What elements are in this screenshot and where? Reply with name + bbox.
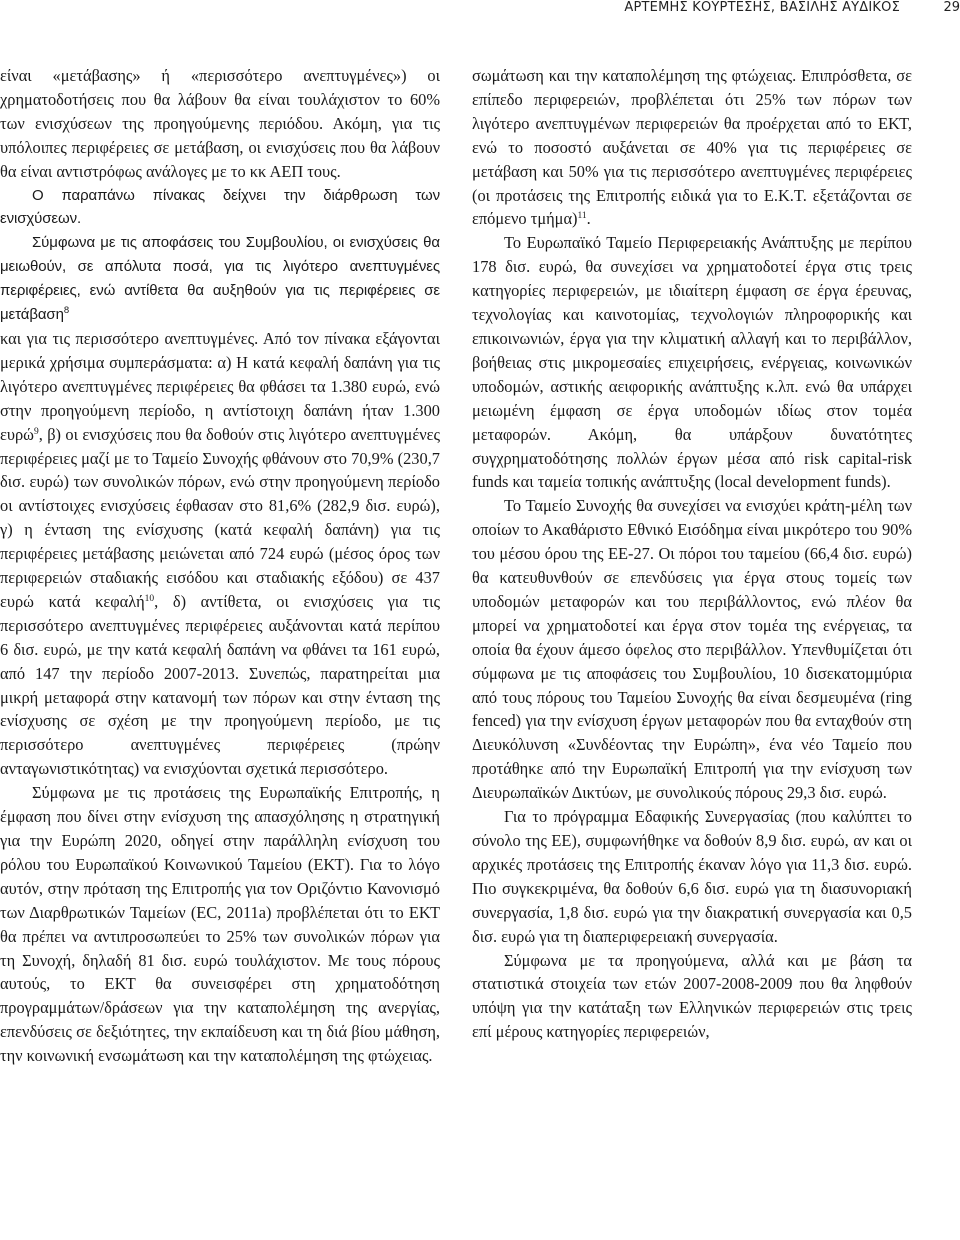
page-number: 29 — [943, 0, 960, 15]
paragraph-cohesion-fund: Το Ταμείο Συνοχής θα συνεχίσει να ενισχύει κράτη-μέλη των οποίων το Ακαθάριστο Εθνικό Εισόδημα είναι μικρότερο του 90% του μέσου όρου της ΕΕ-27. Οι πόροι του ταμείου (66,4 δισ. ευρώ) θα κατευθυνθούν σε επενδύσεις για έργα στους τομείς των υποδομών μεταφορών και του περιβάλλοντος, ενώ πλέον θα μπορεί να χρηματοδοτεί και έργα στον τομέα της ενέργειας, τα οποία θα έχουν άμεσο όφελος στο περιβάλλον. Υπενθυμίζεται ότι σύμφωνα με τις αποφάσεις του Συμβουλίου, 10 δισεκατομμύρια από τους πόρους του Ταμείου Συνοχής θα είναι δεσμευμένα (ring fenced) για την ενίσχυση έργων μεταφορών που θα ενταχθούν στη Διευκόλυνση «Συνδέοντας την Ευρώπη», ένα νέο Ταμείο που προτάθηκε από την Ευρωπαϊκή Επιτροπή για την ενίσχυση των Διευρωπαϊκών Δικτύων, με συνολικούς πόρους 29,3 δισ. ευρώ. — [472, 496, 912, 803]
paragraph-table-reference: Ο παραπάνω πίνακας δείχνει την διάρθρωση των ενισχύσεων. — [0, 186, 440, 228]
running-header-authors: ΑΡΤΕΜΗΣ ΚΟΥΡΤΕΣΗΣ, ΒΑΣΙΛΗΣ ΑΥΔΙΚΟΣ — [624, 0, 900, 15]
paragraph-erdf: Το Ευρωπαϊκό Ταμείο Περιφερειακής Ανάπτυξης με περίπου 178 δισ. ευρώ, θα συνεχίσει να χρηματοδοτεί έργα στις τρεις κατηγορίες περιφερειών, με ιδιαίτερη έμφαση σε έργα έρευνας, τεχνολογίας και καινοτομίας, τεχνολογιών πληροφορικής και επικοινωνιών, έργα για την κλιματική αλλαγή και το περιβάλλον, βοήθειας στις μικρομεσαίες επιχειρήσεις, ενέργειας, κοινωνικών υποδομών, αστικής αειφορικής ανάπτυξης κ.λπ. ενώ θα υπάρχει μειωμένη έμφαση σε έργα υποδομών ιδίως στον τομέα μεταφορών. Ακόμη, θα υπάρξουν δυνατότητες συγχρηματοδότησης πολλών έργων μέσα από risk capital-risk funds και ταμεία τοπικής ανάπτυξης (local development funds). — [472, 233, 912, 492]
right-column — [472, 64, 912, 1240]
text-run: σωμάτωση και την καταπολέμηση της φτώχειας. Επιπρόσθετα, σε επίπεδο περιφερειών, προβλέπεται ότι 25% των πόρων των λιγότερο ανεπτυγμένων περιφερειών θα προέρχεται από το ΕΚΤ, ενώ το ποσοστό αυξάνεται σε 40% για τις περιφέρειες σε μετάβαση και 50% για τις περισσότερο ανεπτυγμένες περιφέρειες (οι προτάσεις της Επιτροπής ειδικά για το Ε.Κ.Τ. εξετάζονται σε επόμενο τμήμα) — [472, 66, 912, 229]
paragraph-council-decisions — [0, 231, 440, 327]
footnote-ref-9: 9 — [33, 426, 39, 437]
text-run: . — [586, 209, 591, 229]
paragraph-greek-regions: Σύμφωνα με τα προηγούμενα, αλλά και με βάση τα στατιστικά στοιχεία των ετών 2007-2008-2009 που θα ληφθούν υπόψη για την κατάταξη των Ελληνικών περιφερειών στις τρεις επί μέρους κατηγορίες περιφερειών, — [472, 950, 912, 1042]
text-run: Σύμφωνα με τις αποφάσεις του Συμβουλίου, οι ενισχύσεις θα μειωθούν, σε απόλυτα ποσά, για τις λιγότερο ανεπτυγμένες περιφέρειες, ενώ αντίθετα θα αυξηθούν για τις περιφέρειες σε μετάβαση — [0, 234, 440, 324]
paragraph-continued — [472, 64, 912, 231]
running-header — [0, 0, 960, 24]
left-column — [0, 64, 440, 1240]
paragraph: είναι «μετάβασης» ή «περισσότερο ανεπτυγμένες») οι χρηματοδοτήσεις που θα λάβουν θα είναι τουλάχιστον το 60% των ενισχύσεων της προηγούμενης περιόδου. Ακόμη, για τις υπόλοιπες περιφέρειες σε μετάβαση, οι ενισχύσεις που θα λάβουν θα είναι αντιστρόφως ανάλογες με το κκ ΑΕΠ τους. — [0, 66, 440, 181]
footnote-ref-8: 8 — [63, 305, 70, 317]
text-run: , β) οι ενισχύσεις που θα δοθούν στις λιγότερο ανεπτυγμένες περιφέρειες μαζί με το Ταμείο Συνοχής φθάνουν στο 70,9% (230,7 δισ. ευρώ) των συνολικών πόρων, ενώ στην προηγούμενη περίοδο οι αντίστοιχες ενισχύσεις έφθασαν στο 81,6% (282,9 δισ. ευρώ), γ) η ένταση της ενίσχυσης (κατά κεφαλή δαπάνη) για τις περιφέρειες μετάβασης μειώνεται από 724 ευρώ (μέσος όρος των περιφερειών σταδιακής εισόδου και σταδιακής εξόδου) σε 437 ευρώ κατά κεφαλή — [0, 424, 440, 611]
text-run: , δ) αντίθετα, οι ενισχύσεις για τις περισσότερο ανεπτυγμένες περιφέρειες αυξάνονται κατά περίπου 6 δισ. ευρώ, με την κατά κεφαλή δαπάνη να φθάνει τα 161 ευρώ, από 147 την περίοδο 2007-2013. Συνεπώς, παρατηρείται μια μικρή μεταφορά στην κατανομή των πόρων και στην ένταση της ενίσχυσης σε σχέση με την προηγούμενη περίοδο, με τις περισσότερο ανεπτυγμένες περιφέρειες (πρώην ανταγωνιστικότητας) να ενισχύονται σχετικά περισσότερο. — [0, 591, 440, 779]
text-run: και για τις περισσότερο ανεπτυγμένες. Από τον πίνακα εξάγονται μερικά χρήσιμα συμπεράσματα: α) Η κατά κεφαλή δαπάνη για τις λιγότερο ανεπτυγμένες περιφέρειες θα φθάσει τα 1.380 ευρώ, ενώ στην προηγούμενη περίοδο, η αντίστοιχη δαπάνη ήταν 1.300 ευρώ — [0, 328, 440, 444]
paragraph-conclusions — [0, 327, 440, 781]
paragraph-territorial-cooperation: Για το πρόγραμμα Εδαφικής Συνεργασίας (που καλύπτει το σύνολο της ΕΕ), συμφωνήθηκε να δοθούν 8,9 δισ. ευρώ, αν και οι αρχικές προτάσεις της Επιτροπής έκαναν λόγο για 11,3 δισ. ευρώ. Πιο συγκεκριμένα, θα δοθούν 6,6 δισ. ευρώ για τη διασυνοριακή συνεργασία, 1,8 δισ. ευρώ για την διακρατική συνεργασία και 0,5 δισ. ευρώ για τη διαπεριφερειακή συνεργασία. — [472, 807, 912, 946]
paragraph-commission-proposals: Σύμφωνα με τις προτάσεις της Ευρωπαϊκής Επιτροπής, η έμφαση που δίνει στην ενίσχυση της απασχόλησης η στρατηγική για την Ευρώπη 2020, οδηγεί στην παράλληλη ενίσχυση του ρόλου του Ευρωπαϊκού Κοινωνικού Ταμείου (ΕΚΤ). Για το λόγο αυτόν, στην πρόταση της Επιτροπής για τον Οριζόντιο Κανονισμό των Διαρθρωτικών Ταμείων (EC, 2011a) προβλέπεται ότι το ΕΚΤ θα πρέπει να αντιπροσωπεύει το 25% των συνολικών πόρων για τη Συνοχή, δηλαδή 81 δισ. ευρώ τουλάχιστον. Με τους πόρους αυτούς, το ΕΚΤ θα συνεισφέρει στη χρηματοδότηση προγραμμάτων/δράσεων για την καταπολέμηση της ανεργίας, επενδύσεις σε δεξιότητες, την εκπαίδευση και τη διά βίου μάθηση, την κοινωνική ενσωμάτωση και την καταπολέμηση της φτώχειας. — [0, 783, 440, 1066]
footnote-ref-10: 10 — [144, 593, 155, 604]
footnote-ref-11: 11 — [577, 211, 587, 222]
